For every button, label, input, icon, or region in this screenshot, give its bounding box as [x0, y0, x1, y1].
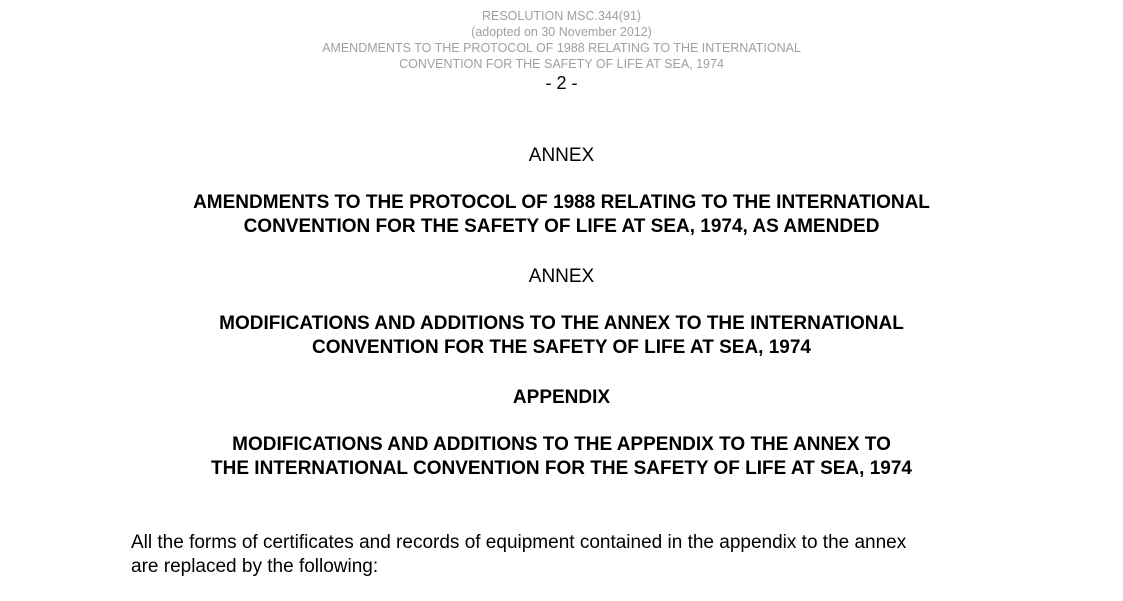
annex-label-2: ANNEX: [528, 266, 595, 287]
header-title-line-2: CONVENTION FOR THE SAFETY OF LIFE AT SEA, 1974: [399, 57, 724, 71]
annex-title-2-line-1: MODIFICATIONS AND ADDITIONS TO THE ANNEX TO THE INTERNATIONAL: [219, 313, 904, 334]
annex-title-1-line-1: AMENDMENTS TO THE PROTOCOL OF 1988 RELATING TO THE INTERNATIONAL: [193, 192, 930, 213]
annex-title-2-line-2: CONVENTION FOR THE SAFETY OF LIFE AT SEA, 1974: [312, 337, 811, 358]
appendix-title: [0, 433, 1123, 481]
running-header: [0, 8, 1123, 72]
annex-label-1: ANNEX: [528, 145, 595, 166]
page-number: - 2 -: [545, 73, 578, 93]
appendix-label: APPENDIX: [512, 387, 611, 408]
annex-title-2: [0, 312, 1123, 360]
header-resolution-number: RESOLUTION MSC.344(91): [481, 9, 642, 23]
header-adoption-date: (adopted on 30 November 2012): [471, 25, 652, 39]
annex-title-1-line-2: CONVENTION FOR THE SAFETY OF LIFE AT SEA, 1974, AS AMENDED: [243, 216, 880, 237]
body-paragraph-line-2: are replaced by the following:: [131, 556, 379, 577]
body-paragraph: [131, 531, 1031, 579]
appendix-title-line-2: THE INTERNATIONAL CONVENTION FOR THE SAFETY OF LIFE AT SEA, 1974: [211, 458, 912, 479]
header-title-line-1: AMENDMENTS TO THE PROTOCOL OF 1988 RELATING TO THE INTERNATIONAL: [322, 41, 801, 55]
annex-title-1: [0, 191, 1123, 239]
body-paragraph-line-1: All the forms of certificates and records of equipment contained in the appendix to the annex: [131, 532, 907, 553]
appendix-title-line-1: MODIFICATIONS AND ADDITIONS TO THE APPENDIX TO THE ANNEX TO: [232, 434, 891, 455]
